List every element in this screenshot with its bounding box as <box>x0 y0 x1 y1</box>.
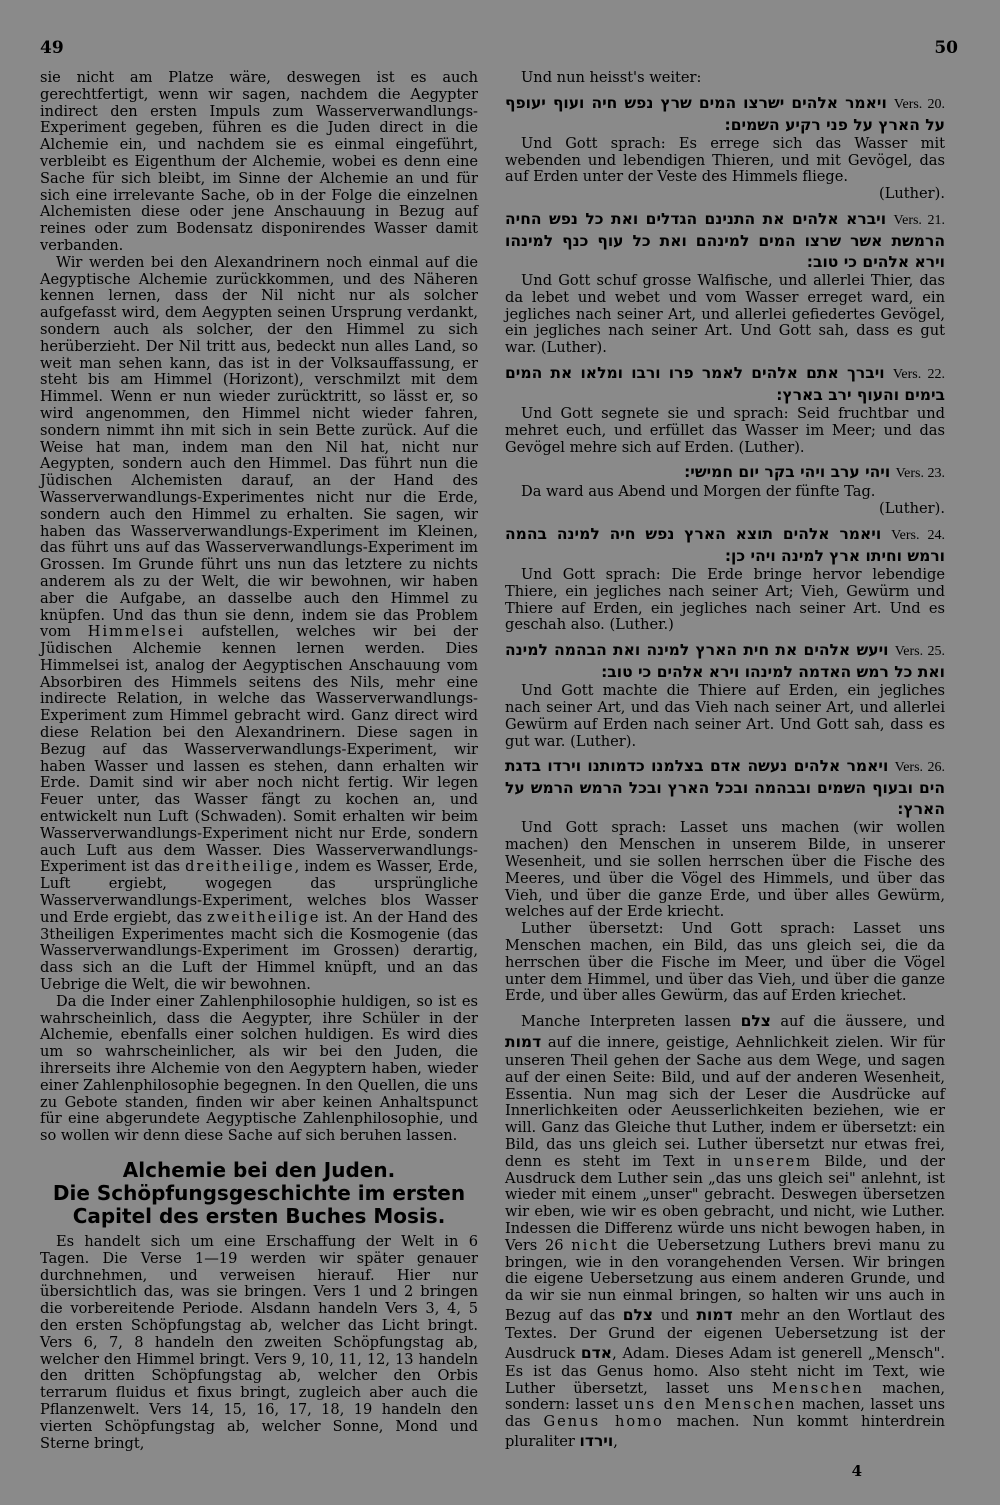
verse-block <box>505 756 945 921</box>
verse-translation: Und Gott schuf grosse Walfische, und allerlei Thier, das da lebet und webet und vom Wasser erreget ward, ein jegliches nach seiner Art, und allerlei gefiedertes Gevögel, ein jegliches nach seiner Art. Und Gott sah, dass es gut war. (Luther). <box>505 271 945 357</box>
verse-translation: Da ward aus Abend und Morgen der fünfte Tag. <box>521 483 876 501</box>
verse-block <box>505 640 945 750</box>
paragraph: Wir werden bei den Alexandrinern noch einmal auf die Aegyptische Alchemie zurückkommen, und des Näheren kennen lernen, dass der Nil nicht nur als solcher aufgefasst wird, dem Aegypten seinen Ursprung verdankt, sondern auch als solcher, der den Himmel zu sich herüberzieht. Der Nil tritt aus, bedeckt nun alles Land, so weit man sehen kann, das ist in der Volksauffassung, er steht bis am Himmel (Horizont), verschmilzt mit dem Himmel. Wenn er nun wieder zurücktritt, so lässt er, so wird angenommen, den Himmel nicht wieder fahren, sondern nimmt ihn mit sich in sein Bette zurück. Auf die Weise hat man, indem man den Nil hat, nicht nur Aegypten, sondern auch den Himmel. Das führt nun die Jüdischen Alchemisten darauf, an der Hand des Wasserverwandlungs-Experimentes nicht nur die Erde, sondern auch den Himmel zu erhalten. Sie sagen, wir haben das Wasserverwandlungs-Experiment im Kleinen, das führt uns auf das Wasserverwandlungs-Experiment im Grossen. Im Grunde führt uns nun das letztere zu nichts anderem als zu der Welt, die wir bewohnen, wir haben aber die Aufgabe, an dasselbe auch den Himmel zu knüpfen. Und das thun sie denn, indem sie das Problem vom Himmelsei aufstellen, welches wir bei der Jüdischen Alchemie kennen lernen werden. Dies Himmelsei ist, analog der Aegyptischen Anschauung vom Absorbiren des Himmels seitens des Nils, mehr eine indirecte Relation, in welche das Wasserverwandlungs-Experiment zum Himmel gebracht wird. Ganz direct wird diese Relation bei den Alexandrinern. Diese sagen in Bezug auf das Wasserverwandlungs-Experiment, wir haben Wasser und lassen es stehen, dann erhalten wir Erde. Damit sind wir aber noch nicht fertig. Wir legen Feuer unter, das Wasser fängt zu kochen an, und entwickelt nun Luft (Schwaden). Somit erhalten wir beim Wasserverwandlungs-Experiment nicht nur Erde, sondern auch Luft aus dem Wasser. Dies Wasserverwandlungs-Experiment ist das dreitheilige, indem es Wasser, Erde, Luft ergiebt, wogegen das ursprüngliche Wasserverwandlungs-Experiment, welches blos Wasser und Erde ergiebt, das zweitheilige ist. An der Hand des 3theiligen Experimentes macht sich die Kosmogenie (das Wasserverwandlungs-Experiment im Grossen) derartig, dass sich an die Luft der Himmel knüpft, und an das Uebrige die Welt, die wir bewohnen. <box>40 253 479 994</box>
verse-number: Vers. 23. <box>895 466 945 482</box>
verse-block <box>505 93 945 203</box>
hebrew-text: ויהי ערב ויהי בקר יום חמישי: <box>684 463 891 482</box>
hebrew-text: ויאמר אלהים ישרצו המים שרץ נפש חיה ועוף יעופף על הארץ על פני רקיע השמים: <box>505 93 945 134</box>
paragraph: Manche Interpreten lassen צלם auf die äussere, und דמות auf die innere, geistige, Aehnlichkeit zielen. Wir für unseren Theil gehen der Sache aus dem Wege, und sagen auf der einen Seite: Bild, und auf der anderen Wesenheit, Essentia. Nun mag sich der Leser die Ausdrücke auf Innerlichkeiten oder Aeusserlichkeiten beziehen, wie er will. Ganz das Gleiche thut Luther, indem er übersetzt: ein Bild, das uns gleich sei. Luther übersetzt nur etwas frei, denn es steht im Text in unserem Bilde, und der Ausdruck dem Luther sein „das uns gleich sei" anlehnt, ist wieder mit einem „unser" gebracht. Deswegen übersetzen wir eben, wie wir es oben gebracht, und nicht, wie Luther. Indessen die Differenz würde uns nicht bewogen haben, in Vers 26 nicht die Uebersetzung Luthers brevi manu zu bringen, wie in den vorangehenden Versen. Wir bringen die eigene Uebersetzung aus einem anderen Grunde, und da wir sie nun einmal bringen, so halten wir uns auch in Bezug auf das צלם und דמות mehr an den Wortlaut des Textes. Der Grund der eigenen Uebersetzung ist der Ausdruck אדם, Adam. Dieses Adam ist generell „Mensch". Es ist das Genus homo. Also steht nicht im Text, wie Luther übersetzt, lasset uns Menschen machen, sondern: lasset uns den Menschen machen, lasset uns das Genus homo machen. Nun kommt hinterdrein pluraliter וירדו, <box>505 1012 946 1451</box>
verse-number: Vers. 21. <box>893 212 945 228</box>
hebrew-text: ויברא אלהים את התנינם הגדלים ואת כל נפש החיה הרמשת אשר שרצו המים למינהם ואת כל עוף כנף למינהו וירא אלהים כי טוב: <box>505 209 945 271</box>
verse-number: Vers. 22. <box>892 366 945 382</box>
verse-translation: Und Gott sprach: Die Erde bringe hervor lebendige Thiere, ein jegliches nach seiner Art; Vieh, Gewürm und Thiere auf Erden, ein jegliches nach seiner Art. Und es geschah also. (Luther.) <box>505 565 945 634</box>
verse-number: Vers. 24. <box>891 527 945 543</box>
verse-block <box>505 524 945 634</box>
paragraph: Da die Inder einer Zahlenphilosophie huldigen, so ist es wahrscheinlich, dass die Aegypter, ihre Schüler in der Alchemie, ebenfalls einer solchen huldigen. Es wird dies um so wahrscheinlicher, als wir bei den Juden, die ihrerseits ihre Alchemie von den Aegyptern haben, wieder einer Zahlenphilosophie begegnen. In den Quellen, die uns zu Gebote standen, finden wir aber keinen Anhaltspunct für eine abgerundete Aegyptische Zahlenphilosophie, und so wollen wir denn diese Sache auf sich beruhen lassen. <box>40 992 478 1145</box>
verse-translation: Und Gott segnete sie und sprach: Seid fruchtbar und mehret euch, und erfüllet das Wasser im Meer; und das Gevögel mehre sich auf Erden. (Luther). <box>505 404 945 456</box>
verse-number: Vers. 26. <box>894 760 945 776</box>
hebrew-verse <box>505 462 945 484</box>
hebrew-text: ויעש אלהים את חית הארץ למינה ואת הבהמה למינה ואת כל רמש האדמה למינהו וירא אלהים כי טוב: <box>505 641 945 682</box>
hebrew-verse <box>505 640 945 683</box>
verse-list <box>505 93 945 921</box>
left-column <box>40 70 478 1452</box>
intro-line: Und nun heisst's weiter: <box>521 69 702 86</box>
verse-number: Vers. 20. <box>893 96 945 112</box>
verse-attribution: (Luther). <box>879 500 945 518</box>
section-heading: Alchemie bei den Juden. Die Schöpfungsgeschichte im ersten Capitel des ersten Buches Mosis. <box>52 1158 466 1228</box>
hebrew-verse <box>505 209 945 273</box>
catchword: 4 <box>851 1462 862 1480</box>
hebrew-text: ויאמר אלהים נעשה אדם בצלמנו כדמותנו וירדו בדגת הים ובעוף השמים ובבהמה ובכל הארץ ובכל הרמש הרמש על הארץ: <box>505 757 945 819</box>
hebrew-verse <box>505 93 945 136</box>
page-number-left: 49 <box>40 38 64 58</box>
verse-number: Vers. 25. <box>894 644 945 660</box>
paragraph: Es handelt sich um eine Erschaffung der Welt in 6 Tagen. Die Verse 1—19 werden wir später genauer durchnehmen, und verweisen hierauf. Hier nur übersichtlich das, was sie bringen. Vers 1 und 2 bringen die vorbereitende Periode. Alsdann handeln Vers 3, 4, 5 den ersten Schöpfungstag ab, welcher das Licht bringt. Vers 6, 7, 8 handeln den zweiten Schöpfungstag ab, welcher den Himmel bringt. Vers 9, 10, 11, 12, 13 handeln den dritten Schöpfungstag ab, welcher den Orbis terrarum fluidus et fixus bringt, zugleich aber auch die Pflanzenwelt. Vers 14, 15, 16, 17, 18, 19 handeln den vierten Schöpfungstag ab, welcher Sonne, Mond und Sterne bringt, <box>40 1233 478 1452</box>
verse-translation: Und Gott sprach: Es errege sich das Wasser mit webenden und lebendigen Thieren, und mit Gevögel, das auf Erden unter der Veste des Himmels fliege. <box>505 134 945 186</box>
verse-translation: Und Gott sprach: Lasset uns machen (wir wollen machen) den Menschen in unserem Bilde, in unserer Wesenheit, und sie sollen herrschen über die Fische des Meeres, und über die Vögel des Himmels, und über das Vieh, und über die ganze Erde, und über alles Gewürm, welches auf der Erde kriecht. <box>505 819 945 921</box>
right-column <box>505 70 945 1452</box>
verse-block <box>505 462 945 518</box>
paragraph: sie nicht am Platze wäre, deswegen ist es auch gerechtfertigt, wenn wir sagen, nachdem die Aegypter indirect den ersten Impuls zum Wasserverwandlungs-Experiment gegeben, führen es die Juden direct in die Alchemie ein, und nachdem sie es einmal eingeführt, verbleibt es Eigenthum der Alchemie, wobei es denn eine Sache für sich bleibt, im Sinne der Alchemie an und für sich eine irrelevante Sache, ob in der Folge die einzelnen Alchemisten diese oder jene Anschauung in Bezug auf reines oder zum Bodensatz disponirendes Wasser damit verbanden. <box>40 69 478 254</box>
hebrew-text: ויאמר אלהים תוצא הארץ נפש חיה למינה בהמה ורמש וחיתו ארץ למינה ויהי כן: <box>505 524 945 565</box>
hebrew-verse <box>505 756 945 820</box>
verse-translation: Und Gott machte die Thiere auf Erden, ein jegliches nach seiner Art, und das Vieh nach seiner Art, und allerlei Gewürm auf Erden nach seiner Art. Und Gott sah, dass es gut war. (Luther). <box>505 682 945 750</box>
verse-block <box>505 209 945 357</box>
hebrew-verse <box>505 363 945 406</box>
page-number-right: 50 <box>934 38 958 58</box>
luther-paragraph: Luther übersetzt: Und Gott sprach: Lasset uns Menschen machen, ein Bild, das uns gleich sei, die da herrschen über die Fische im Meer, und über die Vögel unter dem Himmel, und über das Vieh, und über die ganze Erde, und über alles Gewürm, das auf Erden kriechet. <box>505 920 945 1005</box>
hebrew-text: ויברך אתם אלהים לאמר פרו ורבו ומלאו את המים בימים והעוף ירב בארץ: <box>505 363 945 404</box>
hebrew-verse <box>505 524 945 567</box>
verse-block <box>505 363 945 456</box>
verse-attribution: (Luther). <box>879 185 945 203</box>
